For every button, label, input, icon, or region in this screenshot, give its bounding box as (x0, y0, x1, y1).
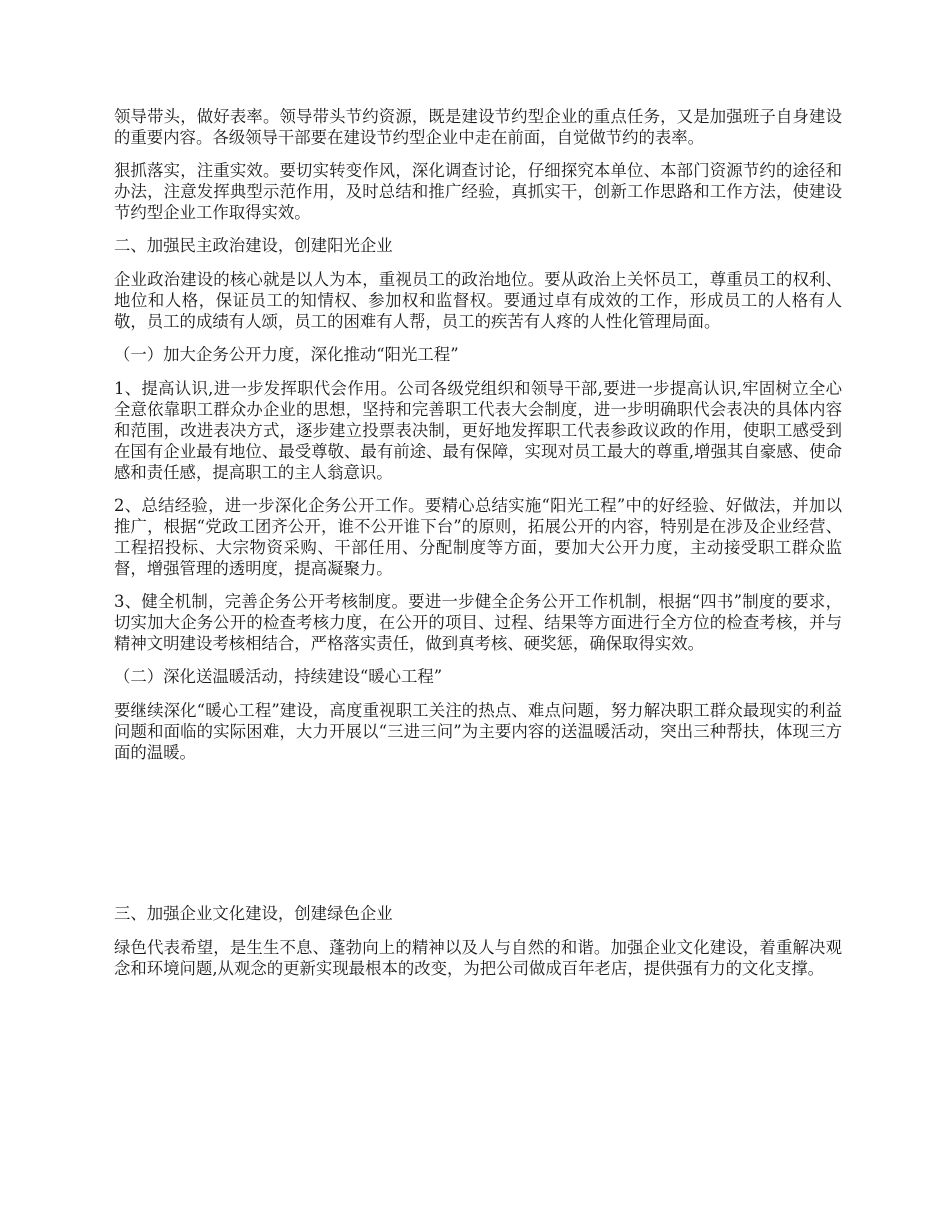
section-heading-3: 三、加强企业文化建设，创建绿色企业 (114, 904, 393, 923)
paragraph-item-3: 3、健全机制，完善企务公开考核制度。要进一步健全企务公开工作机制，根据“四书”制度的要求，切实加大企务公开的检查考核力度，在公开的项目、过程、结果等方面进行全方位的检查考核，并与精神文明建设考核相结合，严格落实责任，做到真考核、硬奖惩，确保取得实效。 (114, 592, 842, 653)
paragraph-implementation: 狠抓落实，注重实效。要切实转变作风，深化调查讨论，仔细探究本单位、本部门资源节约的途径和办法，注意发挥典型示范作用，及时总结和推广经验，真抓实干，创新工作思路和工作方法，使建设节约型企业工作取得实效。 (114, 161, 842, 222)
paragraph-item-1: 1、提高认识,进一步发挥职代会作用。公司各级党组织和领导干部,要进一步提高认识,牢固树立全心全意依靠职工群众办企业的思想，坚持和完善职工代表大会制度，进一步明确职代会表决的具体内容和范围，改进表决方式，逐步建立投票表决制，更好地发挥职工代表参政议政的作用，使职工感受到在国有企业最有地位、最受尊敬、最有前途、最有保障，实现对员工最大的尊重,增强其自豪感、使命感和责任感，提高职工的主人翁意识。 (114, 379, 842, 482)
paragraph-item-2: 2、总结经验，进一步深化企务公开工作。要精心总结实施“阳光工程”中的好经验、好做法，并加以推广，根据“党政工团齐公开，谁不公开谁下台”的原则，拓展公开的内容，特别是在涉及企业经营、工程招投标、大宗物资采购、干部任用、分配制度等方面，要加大公开力度，主动接受职工群众监督，增强管理的透明度，提高凝聚力。 (114, 496, 842, 578)
paragraph-political-core: 企业政治建设的核心就是以人为本，重视员工的政治地位。要从政治上关怀员工，尊重员工的权利、地位和人格，保证员工的知情权、参加权和监督权。要通过卓有成效的工作，形成员工的人格有人敬，员工的成绩有人颂，员工的困难有人帮，员工的疾苦有人疼的人性化管理局面。 (114, 270, 842, 331)
paragraph-green-culture: 绿色代表希望，是生生不息、蓬勃向上的精神以及人与自然的和谐。加强企业文化建设，着重解决观念和环境问题,从观念的更新实现最根本的改变，为把公司做成百年老店，提供强有力的文化支撑。 (114, 938, 842, 978)
subsection-heading-1: （一）加大企务公开力度，深化推动“阳光工程” (114, 345, 459, 364)
section-heading-2: 二、加强民主政治建设，创建阳光企业 (114, 236, 393, 255)
paragraph-leadership: 领导带头，做好表率。领导带头节约资源，既是建设节约型企业的重点任务，又是加强班子自身建设的重要内容。各级领导干部要在建设节约型企业中走在前面，自觉做节约的表率。 (114, 107, 842, 147)
document-body (114, 106, 842, 991)
paragraph-warmth: 要继续深化“暖心工程”建设，高度重视职工关注的热点、难点问题，努力解决职工群众最现实的利益问题和面临的实际困难，大力开展以“三进三问”为主要内容的送温暖活动，突出三种帮扶，体现三方面的温暖。 (114, 701, 842, 762)
page-gap (114, 775, 842, 903)
subsection-heading-2: （二）深化送温暖活动，持续建设“暖心工程” (114, 667, 443, 686)
